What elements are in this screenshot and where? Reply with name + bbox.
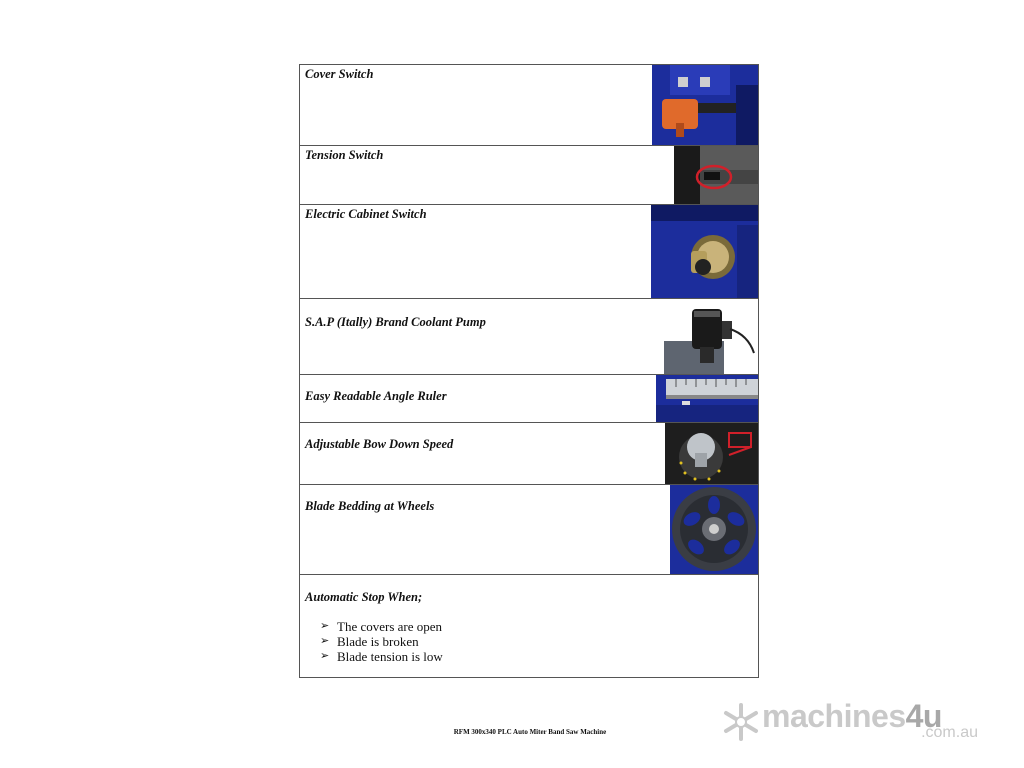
arrow-bullet-icon: ➢ [320, 635, 330, 647]
feature-row-angle-ruler [299, 375, 759, 423]
feature-table [299, 64, 758, 678]
arrow-bullet-icon: ➢ [320, 650, 330, 662]
feature-row-cabinet-switch [299, 205, 759, 299]
logo-domain: .com.au [921, 724, 978, 741]
arrow-bullet-icon: ➢ [320, 620, 330, 632]
footer-caption: RFM 300x340 PLC Auto Miter Band Saw Machine [453, 728, 607, 736]
list-item: ➢ Blade tension is low [320, 649, 443, 664]
logo-name: machines [762, 698, 906, 734]
speed-knob-photo [665, 423, 758, 484]
snowflake-icon [722, 702, 760, 742]
list-item: ➢ Blade is broken [320, 634, 419, 649]
angle-ruler-photo [656, 375, 758, 422]
auto-stop-heading: Automatic Stop When; [305, 590, 423, 604]
feature-row-bow-speed [299, 423, 759, 485]
feature-label: Cover Switch [305, 67, 374, 81]
logo-number: 4u [905, 698, 942, 734]
feature-label: S.A.P (Itally) Brand Coolant Pump [305, 315, 486, 329]
feature-row-coolant-pump [299, 299, 759, 375]
coolant-pump-photo [664, 299, 758, 374]
auto-stop-list [320, 619, 443, 664]
feature-label: Electric Cabinet Switch [305, 207, 427, 221]
feature-row-auto-stop [299, 575, 759, 678]
wheel-photo [670, 485, 758, 574]
feature-row-cover-switch [299, 64, 759, 146]
feature-label: Tension Switch [305, 148, 384, 162]
feature-row-blade-bedding [299, 485, 759, 575]
feature-label: Blade Bedding at Wheels [305, 499, 435, 513]
feature-label: Adjustable Bow Down Speed [305, 437, 454, 451]
cover-switch-photo [652, 65, 758, 145]
list-item: ➢ The covers are open [320, 619, 443, 634]
machines4u-logo [722, 700, 992, 746]
cabinet-switch-photo [651, 205, 758, 298]
feature-label: Easy Readable Angle Ruler [305, 389, 447, 403]
tension-switch-photo [674, 146, 758, 204]
feature-row-tension-switch [299, 146, 759, 205]
